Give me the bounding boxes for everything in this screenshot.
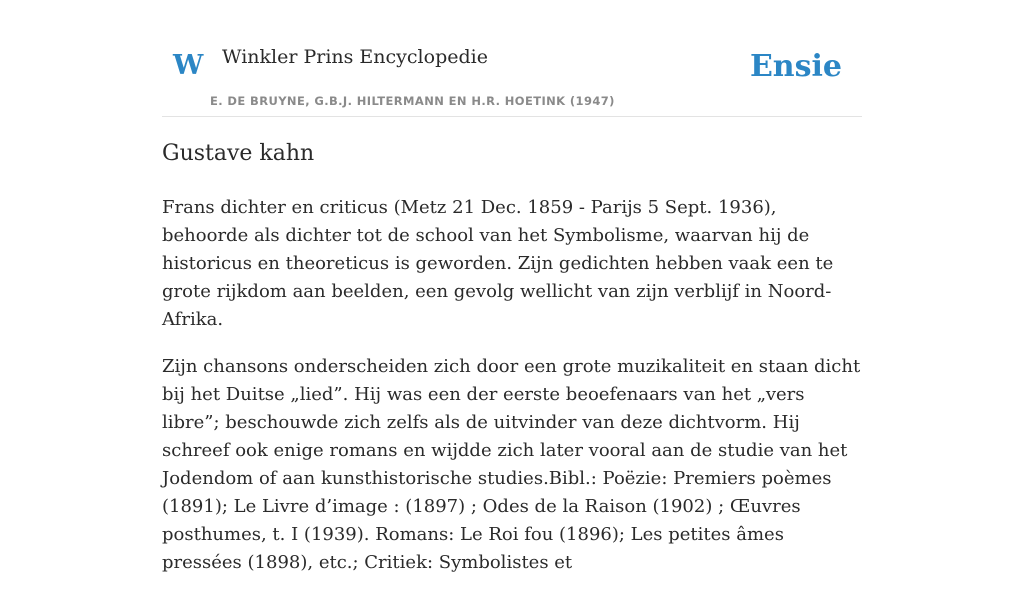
publication-header [162,0,862,117]
article-title: Gustave kahn [162,141,315,166]
publication-logo[interactable]: W [173,50,204,81]
article-paragraph: Frans dichter en criticus (Metz 21 Dec. 1859 - Parijs 5 Sept. 1936), behoorde als dichter tot de school van het Symbolisme, waarvan hij de historicus en theoreticus is geworden. Zijn gedichten hebben vaak een te grote rijkdom aan beelden, een gevolg wellicht van zijn verblijf in Noord-Afrika. [162,197,834,330]
article [162,138,862,596]
ensie-brand-link[interactable]: Ensie [749,49,842,84]
publication-title[interactable]: Winkler Prins Encyclopedie [222,46,488,68]
publication-authors: E. DE BRUYNE, G.B.J. HILTERMANN EN H.R. HOETINK (1947) [210,94,615,108]
article-paragraph: Zijn chansons onderscheiden zich door een grote muzikaliteit en staan dicht bij het Duitse „lied”. Hij was een der eerste beoefenaars van het „vers libre”; beschouwde zich zelfs als de uitvinder van deze dichtvorm. Hij schreef ook enige romans en wijdde zich later vooral aan de studie van het Jodendom of aan kunsthistorische studies.Bibl.: Poëzie: Premiers poèmes (1891); Le Livre d’image : (1897) ; Odes de la Raison (1902) ; Œuvres posthumes, t. I (1939). Romans: Le Roi fou (1896); Les petites âmes pressées (1898), etc.; Critiek: Symbolistes et [162,356,861,573]
